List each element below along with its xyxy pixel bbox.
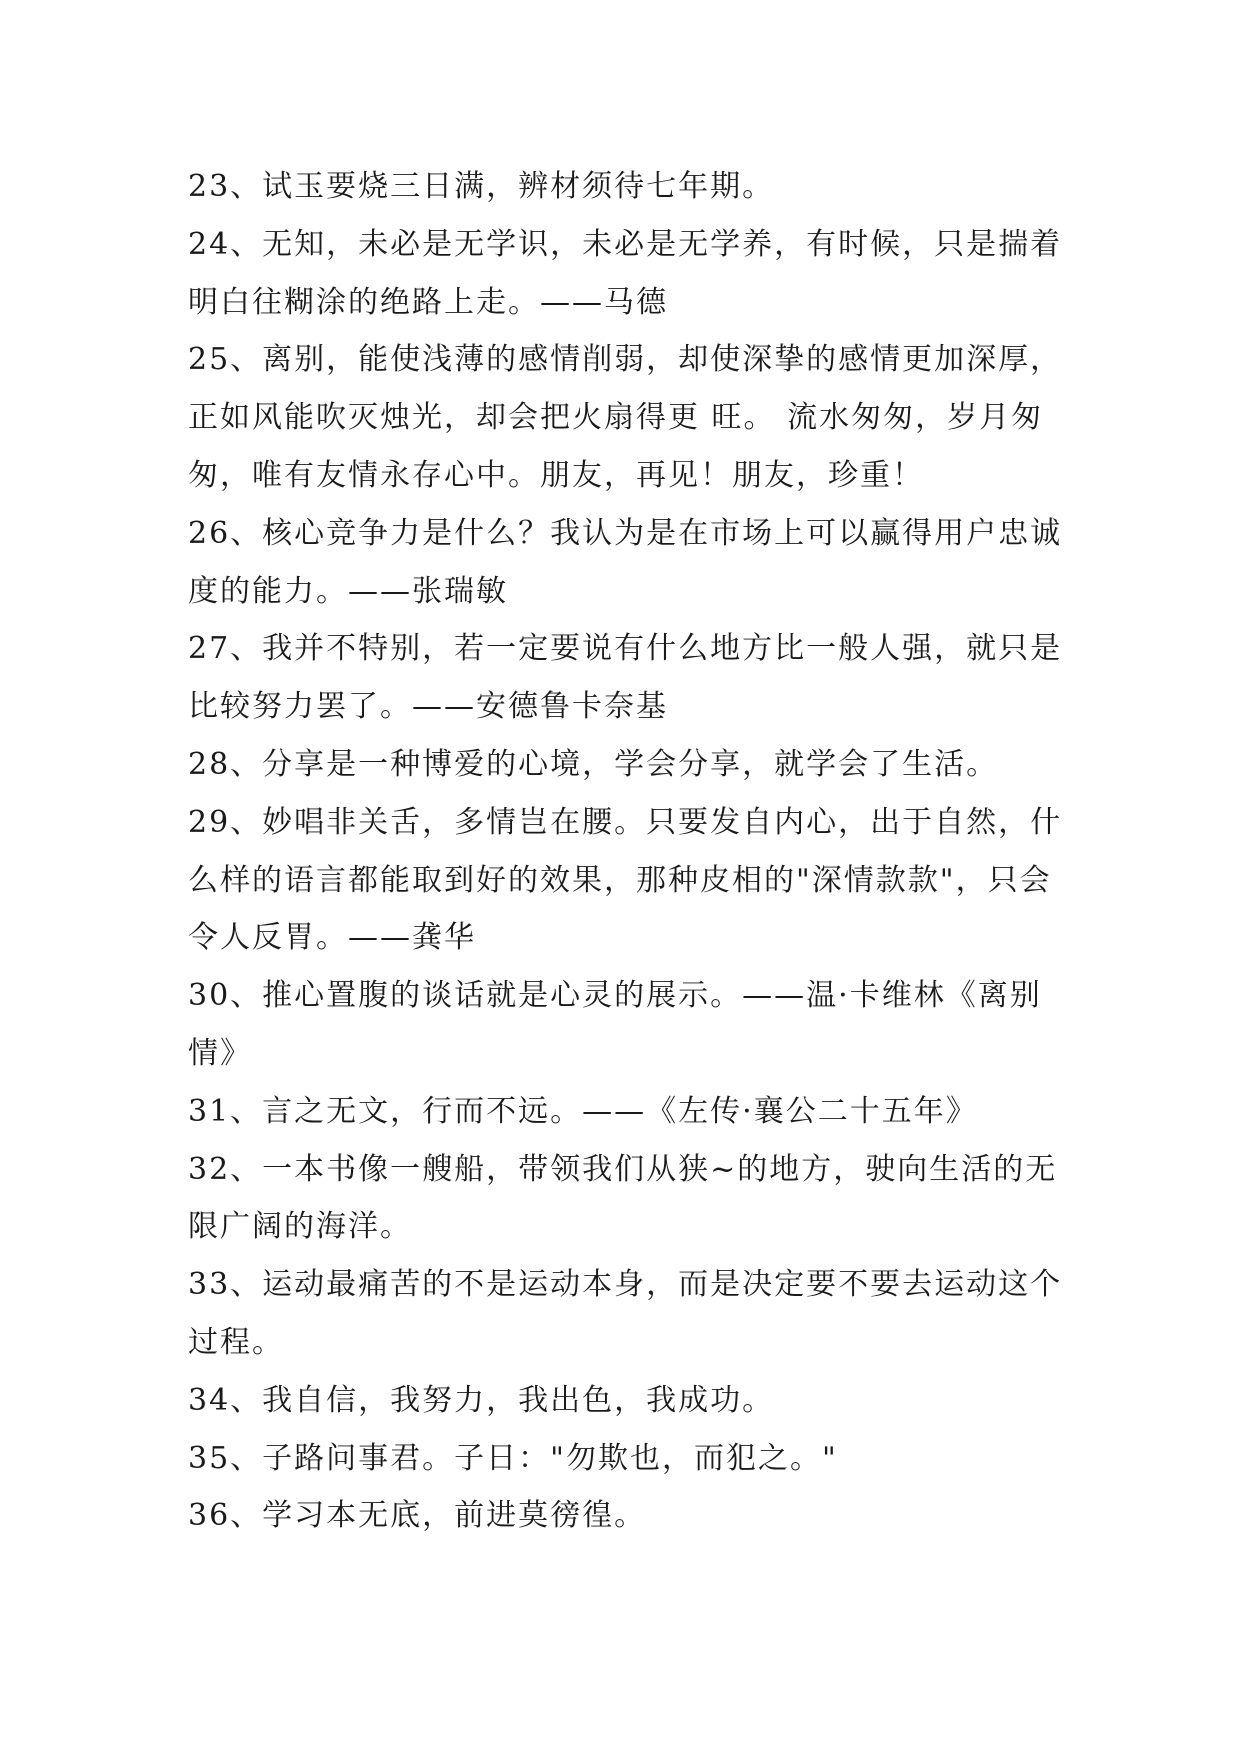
- quote-entry-28: 28、分享是一种博爱的心境，学会分享，就学会了生活。: [188, 746, 999, 782]
- quote-entry-32: 32、一本书像一艘船，带领我们从狭~的地方，驶向生活的无限广阔的海洋。: [188, 1151, 1058, 1245]
- quote-entry-34: 34、我自信，我努力，我出色，我成功。: [188, 1382, 775, 1418]
- quote-entry-36: 36、学习本无底，前进莫徬徨。: [188, 1498, 647, 1534]
- document-page: [188, 158, 1068, 1545]
- quote-entry-25: 25、离别，能使浅薄的感情削弱，却使深挚的感情更加深厚，正如风能吹灭烛光，却会把火扇得更 旺。 流水匆匆，岁月匆匆，唯有友情永存心中。朋友，再见！朋友，珍重！: [188, 342, 1063, 493]
- quote-entry-33: 33、运动最痛苦的不是运动本身，而是决定要不要去运动这个过程。: [188, 1267, 1063, 1360]
- quote-entry-24: 24、无知，未必是无学识，未必是无学养，有时候，只是揣着明白往糊涂的绝路上走。——马德: [188, 226, 1063, 320]
- quote-entry-30: 30、推心置腹的谈话就是心灵的展示。——温·卡维林《离别情》: [188, 978, 1042, 1071]
- quote-entry-31: 31、言之无文，行而不远。——《左传·襄公二十五年》: [188, 1093, 978, 1129]
- quote-entry-29: 29、妙唱非关舌，多情岂在腰。只要发自内心，出于自然，什么样的语言都能取到好的效果，那种皮相的"深情款款"，只会令人反胃。——龚华: [188, 804, 1063, 956]
- quote-entry-35: 35、子路问事君。子日："勿欺也，而犯之。": [188, 1440, 838, 1476]
- quote-entry-27: 27、我并不特别，若一定要说有什么地方比一般人强，就只是比较努力罢了。——安德鲁卡奈基: [188, 631, 1063, 725]
- quote-entry-26: 26、核心竞争力是什么？我认为是在市场上可以赢得用户忠诚度的能力。——张瑞敏: [188, 515, 1063, 609]
- quote-entry-23: 23、试玉要烧三日满，辨材须待七年期。: [188, 169, 775, 204]
